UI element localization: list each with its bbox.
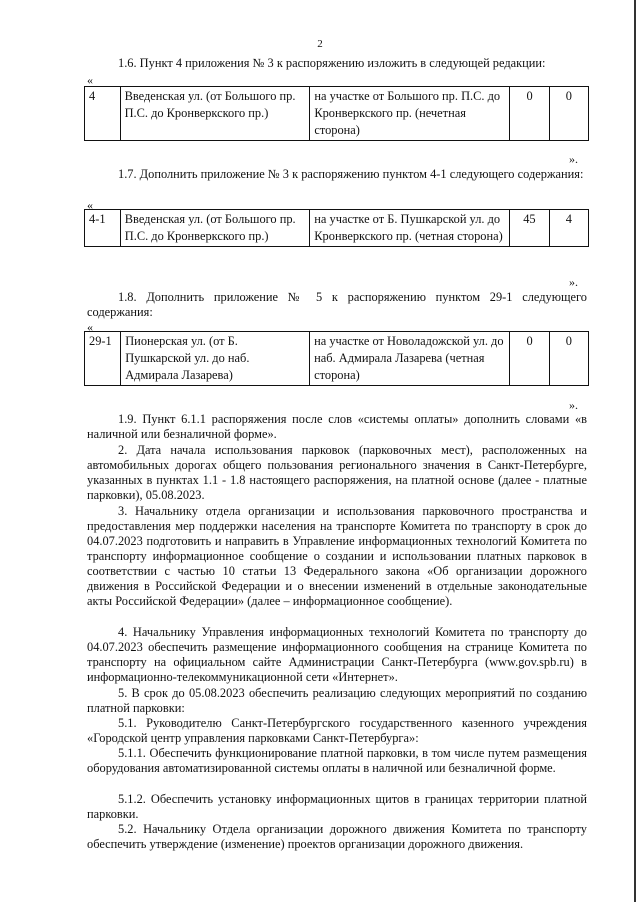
table-item-4 — [84, 86, 589, 141]
table-row — [85, 332, 589, 386]
page-number: 2 — [317, 38, 323, 50]
quote-open-2: « — [87, 198, 93, 212]
cell-section: на участке от Большого пр. П.С. до Кронверкского пр. (нечетная сторона) — [310, 87, 510, 141]
cell-number: 4 — [85, 87, 121, 141]
quote-open-3: « — [87, 320, 93, 334]
cell-section: на участке от Б. Пушкарской ул. до Кронверкского пр. (четная сторона) — [310, 210, 510, 247]
cell-value-2: 4 — [549, 210, 588, 247]
paragraph-5-2: 5.2. Начальнику Отдела организации дорожного движения Комитета по транспорту обеспечить утверждение (изменение) проектов организации дорожного движения. — [87, 822, 587, 851]
cell-street: Введенская ул. (от Большого пр. П.С. до Кронверкского пр.) — [120, 87, 310, 141]
cell-value-1: 45 — [510, 210, 550, 247]
paragraph-2: 2. Дата начала использования парковок (парковочных мест), расположенных на автомобильных дорогах общего пользования регионального значения в Санкт-Петербурге, указанных в пунктах 1.1 - 1.8 настоящего распоряжения, на платной основе (далее - платные парковки), 05.08.2023. — [87, 443, 587, 502]
table-row — [85, 210, 589, 247]
quote-close-3: ». — [569, 398, 578, 412]
paragraph-1-8: 1.8. Дополнить приложение № 5 к распоряжению пунктом 29-1 следующего содержания: — [87, 290, 587, 319]
paragraph-4: 4. Начальнику Управления информационных технологий Комитета по транспорту до 04.07.2023 обеспечить размещение информационного сообщения на странице Комитета по транспорту на официальном сайте Администрации Санкт-Петербурга (www.gov.spb.ru) в информационно-телекоммуникационной сети «Интернет». — [87, 625, 587, 684]
paragraph-5-1: 5.1. Руководителю Санкт-Петербургского государственного казенного учреждения «Городской центр управления парковками Санкт-Петербурга»: — [87, 716, 587, 745]
cell-number: 29-1 — [85, 332, 121, 386]
table-item-4-1 — [84, 209, 589, 247]
cell-value-2: 0 — [549, 87, 588, 141]
cell-street: Пионерская ул. (от Б. Пушкарской ул. до наб. Адмирала Лазарева) — [121, 332, 310, 386]
paragraph-5: 5. В срок до 05.08.2023 обеспечить реализацию следующих мероприятий по созданию платной парковки: — [87, 686, 587, 715]
paragraph-3: 3. Начальнику отдела организации и использования парковочного пространства и предоставления мер поддержки населения на транспорте Комитета по транспорту в срок до 04.07.2023 подготовить и направить в Управление информационных технологий Комитета по транспорту информационное сообщение о создании и использовании платных парковок в соответствии с частью 10 статьи 13 Федерального закона «Об организации дорожного движения в Российской Федерации и о внесении изменений в отдельные законодательные акты Российской Федерации» (далее – информационное сообщение). — [87, 504, 587, 608]
cell-value-1: 0 — [510, 332, 549, 386]
paragraph-5-1-2: 5.1.2. Обеспечить установку информационных щитов в границах территории платной парковки. — [87, 792, 587, 821]
cell-value-2: 0 — [549, 332, 588, 386]
paragraph-1-6: 1.6. Пункт 4 приложения № 3 к распоряжению изложить в следующей редакции: — [118, 56, 546, 70]
scan-edge-line — [634, 0, 636, 902]
quote-open-1: « — [87, 73, 93, 87]
paragraph-5-1-1: 5.1.1. Обеспечить функционирование платной парковки, в том числе путем размещения оборудования автоматизированной системы оплаты в наличной или безналичной форме. — [87, 746, 587, 775]
table-item-29-1 — [84, 331, 589, 386]
cell-value-1: 0 — [510, 87, 549, 141]
quote-close-2: ». — [569, 275, 578, 289]
table-row — [85, 87, 589, 141]
cell-section: на участке от Новоладожской ул. до наб. Адмирала Лазарева (четная сторона) — [310, 332, 510, 386]
cell-number: 4-1 — [85, 210, 121, 247]
paragraph-1-9: 1.9. Пункт 6.1.1 распоряжения после слов «системы оплаты» дополнить словами «в наличной или безналичной форме». — [87, 412, 587, 441]
quote-close-1: ». — [569, 152, 578, 166]
paragraph-1-7: 1.7. Дополнить приложение № 3 к распоряжению пунктом 4-1 следующего содержания: — [118, 167, 584, 181]
cell-street: Введенская ул. (от Большого пр. П.С. до Кронверкского пр.) — [120, 210, 310, 247]
